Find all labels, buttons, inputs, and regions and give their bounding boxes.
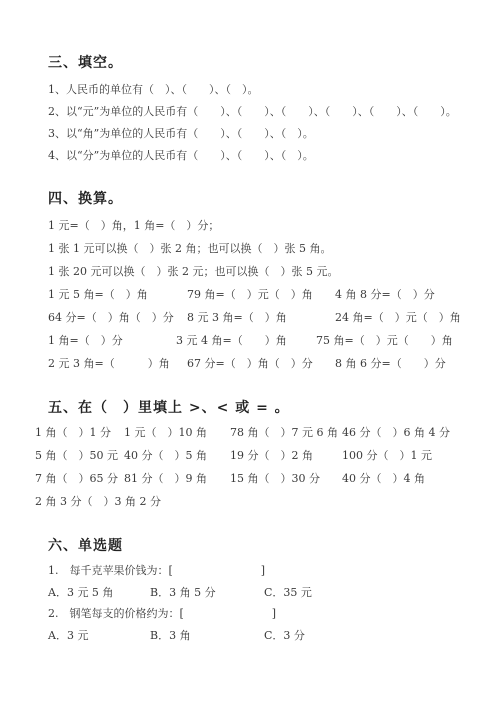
compare-cell: 7 角（ ）65 分 bbox=[35, 472, 118, 485]
convert-cell: 8 角 6 分=（ ）分 bbox=[335, 357, 446, 370]
compare-cell: 78 角（ ）7 元 6 角 bbox=[230, 426, 338, 439]
fill-blank-item-1: 1、人民币的单位有（ ）、（ ）、（ ）。 bbox=[48, 83, 259, 96]
convert-cell: 67 分=（ ）角（ ）分 bbox=[187, 357, 313, 370]
compare-cell: 46 分（ ）6 角 4 分 bbox=[342, 426, 450, 439]
choice-option: A．3 元 5 角 bbox=[48, 586, 114, 599]
fill-blank-item-4: 4、以“分”为单位的人民币有（ ）、（ ）、（ ）。 bbox=[48, 149, 314, 162]
convert-line-3: 1 张 20 元可以换（ ）张 2 元；也可以换（ ）张 5 元。 bbox=[48, 265, 339, 278]
compare-cell: 2 角 3 分（ ）3 角 2 分 bbox=[35, 495, 161, 508]
convert-cell: 79 角=（ ）元（ ）角 bbox=[187, 288, 313, 301]
convert-cell: 2 元 3 角=（ ）角 bbox=[48, 357, 170, 370]
convert-cell: 1 角=（ ）分 bbox=[48, 334, 123, 347]
convert-cell: 24 角=（ ）元（ ）角 bbox=[335, 311, 461, 324]
compare-cell: 19 分（ ）2 角 bbox=[230, 449, 313, 462]
convert-line-2: 1 张 1 元可以换（ ）张 2 角；也可以换（ ）张 5 角。 bbox=[48, 242, 332, 255]
compare-cell: 1 角（ ）1 分 bbox=[35, 426, 111, 439]
choice-question-stem: 1. 每千克苹果价钱为：[ ] bbox=[48, 564, 266, 577]
compare-cell: 40 分（ ）5 角 bbox=[124, 449, 207, 462]
choice-option: B．3 角 5 分 bbox=[150, 586, 216, 599]
section-choice-title: 六、单选题 bbox=[48, 538, 123, 554]
choice-option: C．35 元 bbox=[264, 586, 312, 599]
choice-option: C．3 分 bbox=[264, 629, 305, 642]
convert-cell: 75 角=（ ）元（ ）角 bbox=[316, 334, 453, 347]
fill-blank-item-3: 3、以“角”为单位的人民币有（ ）、（ ）、（ ）。 bbox=[48, 127, 314, 140]
section-compare-title: 五、在（ ）里填上 >、< 或 = 。 bbox=[48, 400, 290, 416]
convert-cell: 64 分=（ ）角（ ）分 bbox=[48, 311, 174, 324]
compare-cell: 15 角（ ）30 分 bbox=[230, 472, 320, 485]
choice-question-stem: 2. 钢笔每支的价格约为：[ ] bbox=[48, 607, 277, 620]
choice-option: A．3 元 bbox=[48, 629, 89, 642]
compare-cell: 40 分（ ）4 角 bbox=[342, 472, 425, 485]
compare-cell: 100 分（ ）1 元 bbox=[342, 449, 432, 462]
convert-cell: 8 元 3 角=（ ）角 bbox=[187, 311, 287, 324]
compare-cell: 5 角（ ）50 元 bbox=[35, 449, 118, 462]
choice-option: B．3 角 bbox=[150, 629, 191, 642]
section-fill-blank-title: 三、填空。 bbox=[48, 55, 123, 71]
section-convert-title: 四、换算。 bbox=[48, 191, 123, 207]
convert-cell: 4 角 8 分=（ ）分 bbox=[335, 288, 435, 301]
convert-cell: 1 元 5 角=（ ）角 bbox=[48, 288, 148, 301]
convert-cell: 3 元 4 角=（ ）角 bbox=[176, 334, 287, 347]
compare-cell: 81 分（ ）9 角 bbox=[124, 472, 207, 485]
compare-cell: 1 元（ ）10 角 bbox=[124, 426, 207, 439]
fill-blank-item-2: 2、以“元”为单位的人民币有（ ）、（ ）、（ ）、（ ）、（ ）、（ ）。 bbox=[48, 105, 457, 118]
convert-line-1: 1 元=（ ）角，1 角=（ ）分； bbox=[48, 219, 220, 232]
